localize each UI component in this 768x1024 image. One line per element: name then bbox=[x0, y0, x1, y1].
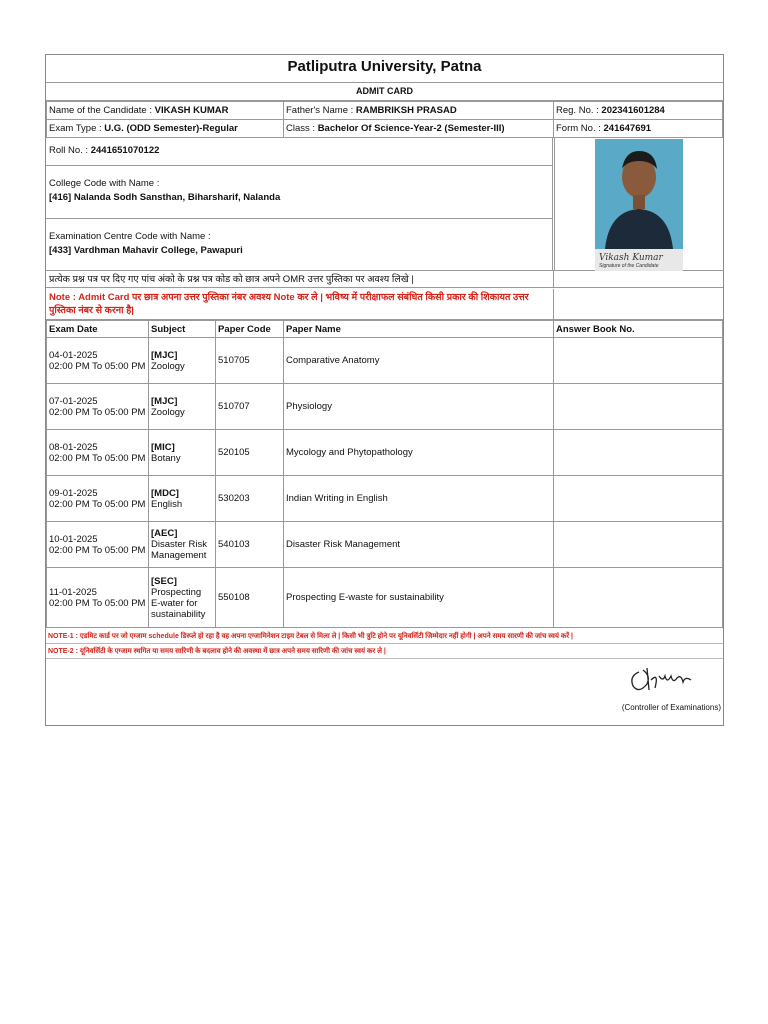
candidate-name: VIKASH KUMAR bbox=[154, 105, 229, 116]
centre-name: [433] Vardhman Mahavir College, Pawapuri bbox=[49, 245, 243, 256]
father-name-label: Father's Name : bbox=[286, 105, 354, 116]
controller-label: (Controller of Examinations) bbox=[621, 703, 721, 712]
exam-time: 02:00 PM To 05:00 PM bbox=[49, 360, 146, 372]
hindi-instruction: प्रत्येक प्रश्न पत्र पर दिए गए पांच अंको के प्रश्न पत्र कोड को छात्र अपने OMR उत्तर पुस्तिका पर अवश्य लिखे | bbox=[49, 274, 414, 285]
photo-cell bbox=[554, 137, 724, 271]
admit-card-title: ADMIT CARD bbox=[46, 83, 723, 101]
subject-name: Zoology bbox=[151, 360, 185, 372]
header-paper-name: Paper Name bbox=[284, 321, 554, 338]
exam-date-cell bbox=[47, 430, 149, 476]
exam-time: 02:00 PM To 05:00 PM bbox=[49, 452, 146, 464]
roll-no-box bbox=[46, 137, 553, 166]
college-box bbox=[46, 166, 553, 219]
paper-code: 530203 bbox=[216, 476, 284, 522]
subject-name: Disaster Risk Management bbox=[151, 539, 207, 561]
subject-tag: [MDC] bbox=[151, 487, 179, 499]
answer-book-no bbox=[554, 384, 723, 430]
divider bbox=[553, 270, 554, 288]
subject-tag: [AEC] bbox=[151, 528, 178, 539]
exam-date-cell bbox=[47, 338, 149, 384]
candidate-signature: Vikash Kumar bbox=[599, 253, 663, 263]
candidate-photo bbox=[595, 139, 683, 269]
answer-book-no bbox=[554, 476, 723, 522]
roll-no: 2441651070122 bbox=[90, 145, 160, 156]
header-answer-book: Answer Book No. bbox=[554, 321, 723, 338]
exam-date: 04-01-2025 bbox=[49, 349, 98, 361]
subject-tag: [MIC] bbox=[151, 441, 175, 453]
exam-time: 02:00 PM To 05:00 PM bbox=[49, 544, 146, 556]
person-portrait-icon bbox=[595, 139, 683, 249]
subject-cell bbox=[149, 568, 216, 628]
exam-schedule-table bbox=[46, 320, 723, 628]
reg-no-label: Reg. No. : bbox=[556, 105, 599, 116]
paper-name: Indian Writing in English bbox=[284, 476, 554, 522]
note-1: NOTE-1 : एडमिट कार्ड पर जो एग्जाम schedule डिस्प्ले हो रहा है वह अपना एग्जामिनेशन टाइम टेबल से मिला ले | किसी भी त्रुटि होने पर यूनिवर्सिटी जिम्मेदार नहीं होगी | अपने समय सारणी की जांच स्वयं करें | bbox=[46, 629, 723, 644]
controller-signature-icon bbox=[625, 662, 715, 696]
exam-time: 02:00 PM To 05:00 PM bbox=[49, 597, 146, 609]
class-value: Bachelor Of Science-Year-2 (Semester-III) bbox=[317, 123, 505, 134]
candidate-info-table bbox=[46, 101, 723, 138]
university-title: Patliputra University, Patna bbox=[46, 55, 723, 83]
exam-date: 08-01-2025 bbox=[49, 441, 98, 453]
subject-cell bbox=[149, 476, 216, 522]
centre-box bbox=[46, 219, 553, 271]
exam-date-cell bbox=[47, 568, 149, 628]
form-no-label: Form No. : bbox=[556, 123, 601, 134]
controller-signature-area bbox=[581, 660, 721, 720]
paper-name: Disaster Risk Management bbox=[284, 522, 554, 568]
paper-code: 510707 bbox=[216, 384, 284, 430]
subject-tag: [SEC] bbox=[151, 575, 177, 587]
subject-tag: [MJC] bbox=[151, 349, 178, 361]
paper-code: 540103 bbox=[216, 522, 284, 568]
subject-cell bbox=[149, 522, 216, 568]
answer-book-no bbox=[554, 338, 723, 384]
divider bbox=[553, 289, 554, 320]
details-block bbox=[46, 137, 553, 271]
answer-book-no bbox=[554, 430, 723, 476]
paper-code: 510705 bbox=[216, 338, 284, 384]
subject-name: Botany bbox=[151, 452, 181, 464]
college-label: College Code with Name : bbox=[49, 178, 160, 189]
paper-name: Prospecting E-waste for sustainability bbox=[284, 568, 554, 628]
exam-date-cell bbox=[47, 384, 149, 430]
header-exam-date: Exam Date bbox=[47, 321, 149, 338]
admit-card-note: Note : Admit Card पर छात्र अपना उत्तर पुस्तिका नंबर अवश्य Note कर ले | भविष्य में परीक्षाफल संबंधित किसी प्रकार की शिकायत उत्तर पुस्तिका नंबर से करना है| bbox=[49, 292, 529, 316]
table-row bbox=[47, 430, 723, 476]
exam-type-label: Exam Type : bbox=[49, 123, 102, 134]
subject-cell bbox=[149, 430, 216, 476]
subject-name: Zoology bbox=[151, 406, 185, 418]
paper-name: Physiology bbox=[284, 384, 554, 430]
candidate-signature-strip bbox=[595, 249, 683, 271]
admit-card bbox=[45, 54, 724, 726]
class-cell bbox=[284, 120, 554, 138]
exam-type: U.G. (ODD Semester)-Regular bbox=[104, 123, 238, 134]
exam-date: 11-01-2025 bbox=[49, 586, 97, 598]
exam-date-cell bbox=[47, 476, 149, 522]
candidate-name-label: Name of the Candidate : bbox=[49, 105, 152, 116]
form-no: 241647691 bbox=[603, 123, 652, 134]
college-name: [416] Nalanda Sodh Sansthan, Biharsharif, Nalanda bbox=[49, 192, 281, 203]
paper-code: 550108 bbox=[216, 568, 284, 628]
photo-background bbox=[595, 139, 683, 249]
header-paper-code: Paper Code bbox=[216, 321, 284, 338]
exam-date: 07-01-2025 bbox=[49, 395, 98, 407]
table-row bbox=[47, 384, 723, 430]
roll-no-label: Roll No. : bbox=[49, 145, 89, 156]
subject-cell bbox=[149, 384, 216, 430]
centre-label: Examination Centre Code with Name : bbox=[49, 231, 211, 242]
reg-no-cell bbox=[554, 102, 723, 120]
paper-code: 520105 bbox=[216, 430, 284, 476]
exam-time: 02:00 PM To 05:00 PM bbox=[49, 498, 146, 510]
reg-no: 202341601284 bbox=[601, 105, 665, 116]
class-label: Class : bbox=[286, 123, 316, 134]
hindi-instruction-row bbox=[46, 270, 723, 288]
subject-name: English bbox=[151, 498, 183, 510]
answer-book-no bbox=[554, 568, 723, 628]
note-row bbox=[46, 289, 723, 320]
candidate-name-cell bbox=[47, 102, 284, 120]
table-row bbox=[47, 476, 723, 522]
note-2: NOTE-2 : यूनिवर्सिटी के एग्जाम स्थगित या समय सारिणी के बदलाव होने की अवस्था में छात्र अपने समय सारिणी की जांच स्वयं कर ले | bbox=[46, 644, 723, 659]
exam-date: 09-01-2025 bbox=[49, 487, 98, 499]
exam-date: 10-01-2025 bbox=[49, 533, 98, 545]
header-subject: Subject bbox=[149, 321, 216, 338]
subject-tag: [MJC] bbox=[151, 395, 178, 407]
subject-name: Prospecting E-water for sustainability bbox=[151, 586, 206, 620]
table-row bbox=[47, 522, 723, 568]
form-no-cell bbox=[554, 120, 723, 138]
candidate-signature-caption: Signature of the Candidate bbox=[599, 263, 659, 269]
paper-name: Comparative Anatomy bbox=[284, 338, 554, 384]
subject-cell bbox=[149, 338, 216, 384]
father-name-cell bbox=[284, 102, 554, 120]
exam-time: 02:00 PM To 05:00 PM bbox=[49, 406, 146, 418]
table-row bbox=[47, 338, 723, 384]
exam-type-cell bbox=[47, 120, 284, 138]
notes-block bbox=[46, 629, 723, 659]
father-name: RAMBRIKSH PRASAD bbox=[355, 105, 457, 116]
answer-book-no bbox=[554, 522, 723, 568]
table-row bbox=[47, 568, 723, 628]
paper-name: Mycology and Phytopathology bbox=[284, 430, 554, 476]
exam-date-cell bbox=[47, 522, 149, 568]
